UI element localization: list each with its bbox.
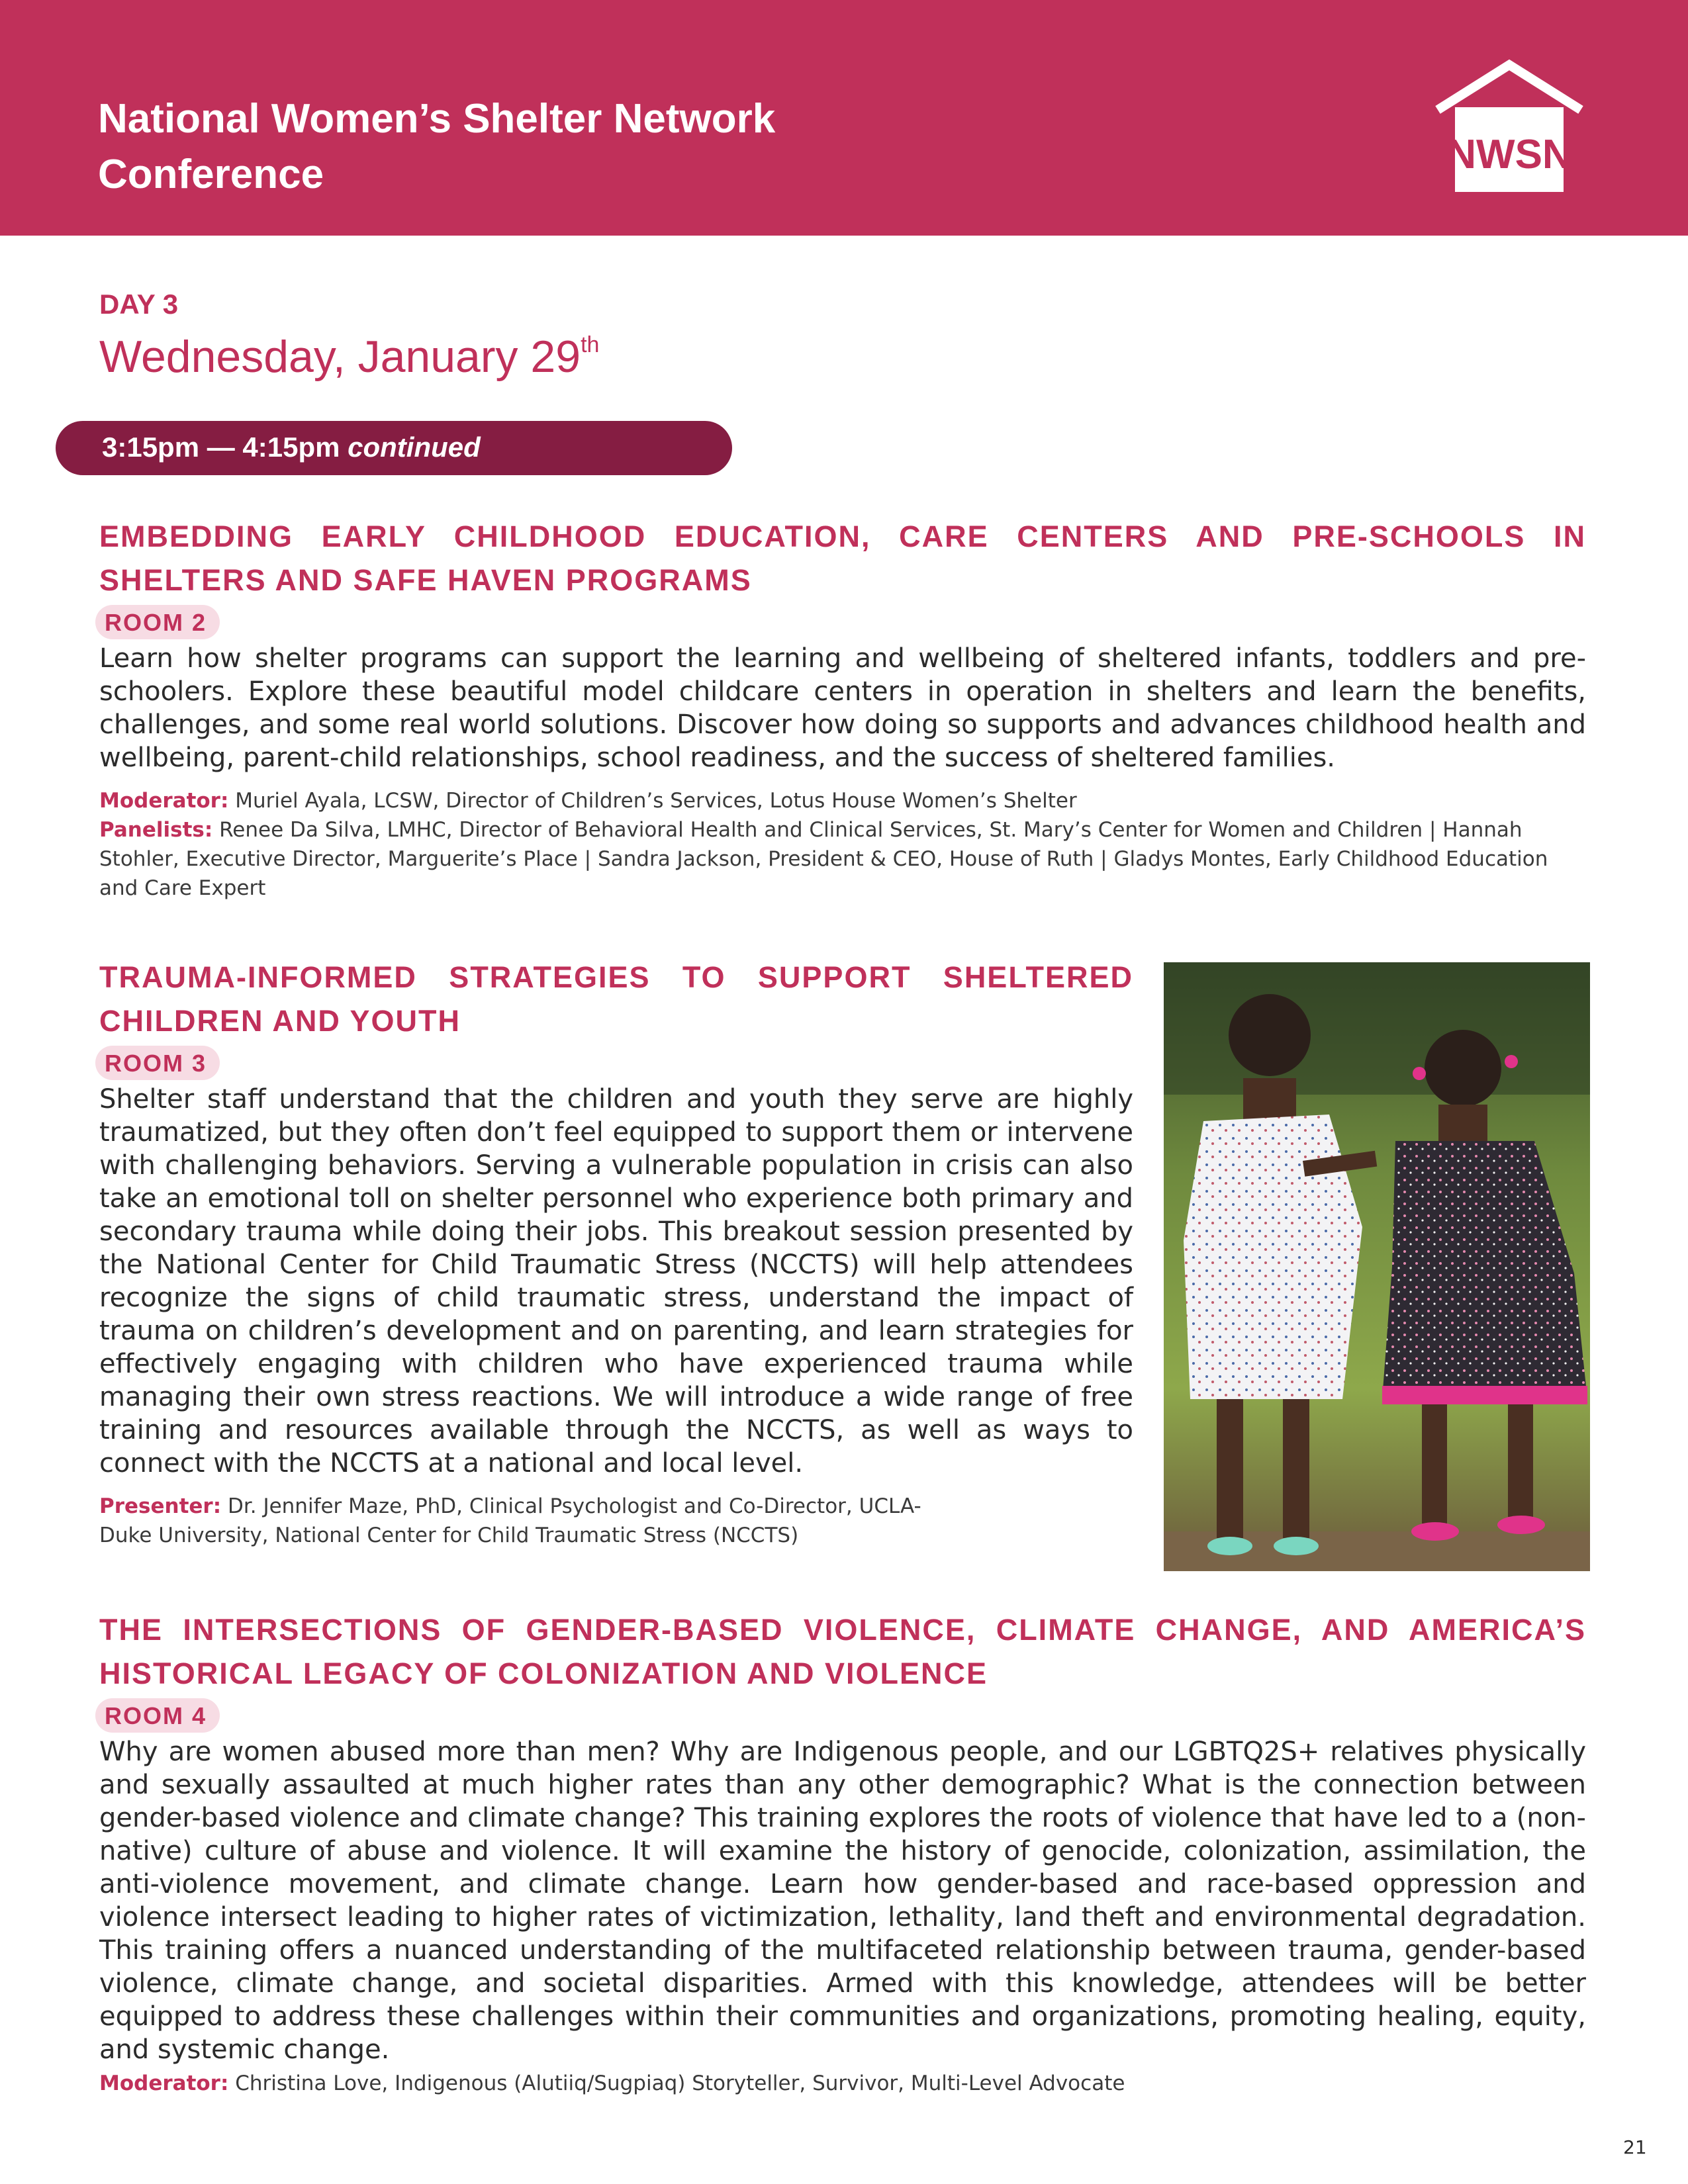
session-credits [99,786,1586,903]
day-label: DAY 3 [99,289,179,320]
credit-text: Christina Love, Indigenous (Alutiiq/Sugpiaq) Storyteller, Survivor, Multi-Level Advocate [235,2071,1125,2095]
credit-presenter [99,1492,953,1550]
house-icon [1429,58,1590,197]
credit-moderator [99,786,1586,815]
two-children-holding-hands-photo [1164,962,1590,1571]
credit-moderator [99,2069,1586,2098]
credit-role: Presenter: [99,1494,222,1518]
page-header [0,0,1688,236]
logo-text: NWSN [1446,132,1572,177]
session-credits [99,1492,953,1550]
time-continued: continued [348,432,481,463]
session-title: TRAUMA-INFORMED STRATEGIES TO SUPPORT SHELTERED CHILDREN AND YOUTH [99,960,1133,1038]
page-number: 21 [1623,2136,1647,2158]
date-text: Wednesday, January 29 [99,332,581,382]
time-range: 3:15pm — 4:15pm [102,432,340,463]
credit-text: Muriel Ayala, LCSW, Director of Children’s Services, Lotus House Women’s Shelter [235,789,1077,813]
session-description: Why are women abused more than men? Why are Indigenous people, and our LGBTQ2S+ relatives physically and sexually assaulted at much higher rates than any other demographic? What is the connection between gender-based violence and climate change? This training explores the roots of violence that have led to a (non-native) culture of abuse and violence. It will examine the history of genocide, colonization, assimilation, the anti-violence movement, and climate change. Learn how gender-based and race-based oppression and violence intersect leading to higher rates of victimization, lethality, land theft and environmental degradation. This training offers a nuanced understanding of the multifaceted relationship between trauma, gender-based violence, climate change, and societal disparities. Armed with this knowledge, attendees will be better equipped to address these challenges within their communities and organizations, promoting healing, equity, and systemic change. [99,1737,1586,2065]
nwsn-logo [1429,58,1590,197]
credit-panelists [99,815,1586,903]
date-suffix: th [581,332,600,357]
conference-title [98,91,1223,203]
session-trauma-informed [99,956,1133,1550]
title-line-2: Conference [98,152,324,197]
session-credits [99,2069,1586,2098]
children-photo [1164,962,1590,1571]
credit-text: Dr. Jennifer Maze, PhD, Clinical Psychologist and Co-Director, UCLA-Duke University, National Center for Child Traumatic Stress (NCCTS) [99,1494,921,1547]
session-description: Shelter staff understand that the children and youth they serve are highly traumatized, but they often don’t feel equipped to support them or intervene with challenging behaviors. Serving a vulnerable population in crisis can also take an emotional toll on shelter personnel who experience both primary and secondary trauma while doing their jobs. This breakout session presented by the National Center for Child Traumatic Stress (NCCTS) will help attendees recognize the signs of child traumatic stress, understand the impact of trauma on children’s development and on parenting, and learn strategies for effectively engaging with children who have experienced trauma while managing their own stress reactions. We will introduce a wide range of free training and resources available through the NCCTS, as well as ways to connect with the NCCTS at a national and local level. [99,1084,1133,1479]
title-line-1: National Women’s Shelter Network [98,96,776,142]
credit-role: Moderator: [99,789,229,813]
room-badge: ROOM 3 [95,1046,220,1080]
session-title: EMBEDDING EARLY CHILDHOOD EDUCATION, CARE CENTERS AND PRE-SCHOOLS IN SHELTERS AND SAFE HAVEN PROGRAMS [99,520,1586,597]
session-title: THE INTERSECTIONS OF GENDER-BASED VIOLENCE, CLIMATE CHANGE, AND AMERICA’S HISTORICAL LEGACY OF COLONIZATION AND VIOLENCE [99,1613,1586,1690]
session-gender-based-violence [99,1608,1586,2098]
credit-role: Panelists: [99,818,213,842]
session-description: Learn how shelter programs can support the learning and wellbeing of sheltered infants, toddlers and pre-schoolers. Explore these beautiful model childcare centers in operation in shelters and learn the benefits, challenges, and some real world solutions. Discover how doing so supports and advances childhood health and wellbeing, parent-child relationships, school readiness, and the success of sheltered families. [99,643,1586,773]
time-slot-text [102,432,481,463]
room-badge: ROOM 4 [95,1698,220,1733]
credit-role: Moderator: [99,2071,229,2095]
session-early-childhood [99,515,1586,903]
day-date [99,331,599,383]
time-slot-pill [56,421,732,475]
room-badge: ROOM 2 [95,605,220,639]
credit-text: Renee Da Silva, LMHC, Director of Behavioral Health and Clinical Services, St. Mary’s Center for Women and Children | Hannah Stohler, Executive Director, Marguerite’s Place | Sandra Jackson, President & CEO, House of Ruth | Gladys Montes, Early Childhood Education and Care Expert [99,818,1548,900]
